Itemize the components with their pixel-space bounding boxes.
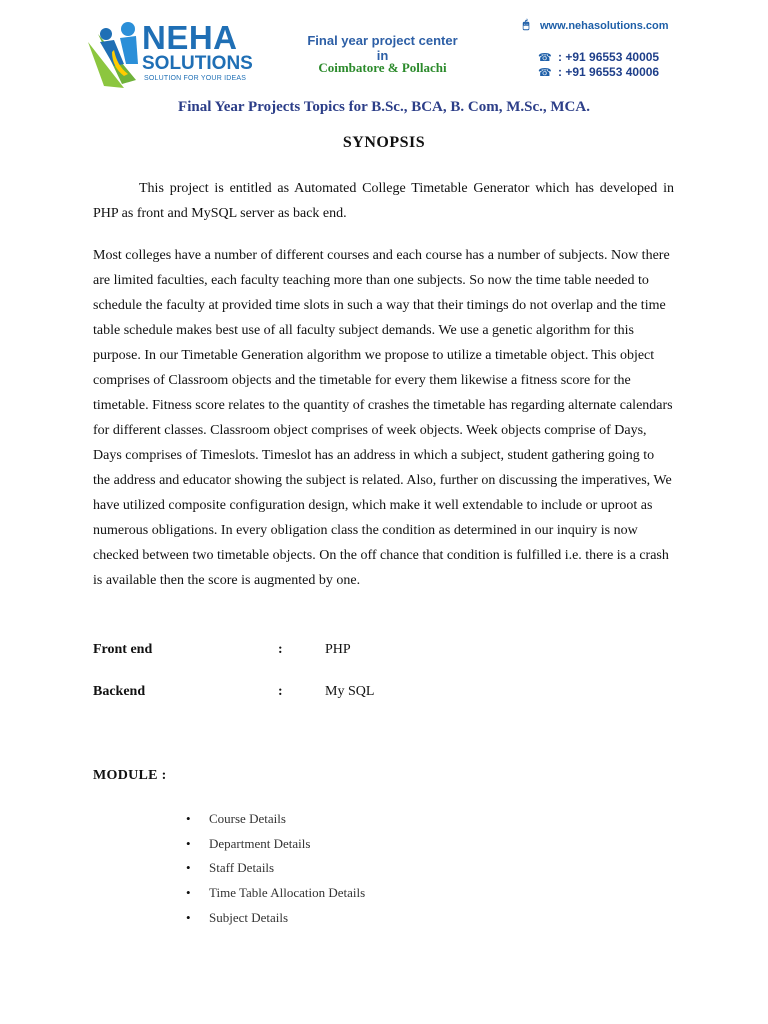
spec-value-front-end: PHP — [325, 642, 351, 657]
spec-colon: : — [278, 684, 283, 699]
topics-heading: Final Year Projects Topics for B.Sc., BCA, B. Com, M.Sc., MCA. — [178, 99, 590, 115]
center-location: Coimbatore & Pollachi — [318, 60, 447, 75]
phone-1-text: : +91 96553 40005 — [558, 50, 660, 64]
phone-icon: ☎ — [538, 66, 552, 79]
logo-name: NEHA — [142, 19, 238, 56]
list-item — [186, 883, 365, 908]
bullet: • — [186, 811, 191, 826]
spec-label-backend: Backend — [93, 684, 146, 699]
phone-2 — [538, 65, 659, 79]
bullet: • — [186, 860, 191, 876]
module-list — [186, 809, 365, 932]
list-item — [186, 834, 365, 859]
module-label: Subject Details — [209, 909, 289, 925]
center-heading: Final year project center in — [307, 33, 458, 63]
phone-1 — [538, 50, 659, 64]
mouse-icon: 🖱 — [522, 19, 530, 31]
logo-tagline: SOLUTION FOR YOUR IDEAS — [144, 75, 247, 82]
logo-sub: SOLUTIONS — [142, 53, 253, 74]
bullet: • — [186, 909, 191, 925]
phone-2-text: : +91 96553 40006 — [558, 65, 660, 79]
website-link[interactable] — [520, 19, 669, 32]
spec-label-front-end: Front end — [93, 642, 153, 657]
list-item — [186, 809, 365, 834]
module-heading: MODULE : — [93, 768, 167, 783]
list-item — [186, 858, 365, 883]
spec-value-backend: My SQL — [325, 684, 375, 699]
module-label: Staff Details — [209, 860, 275, 876]
module-label: Time Table Allocation Details — [209, 885, 366, 901]
spec-colon: : — [278, 642, 283, 657]
page-title: SYNOPSIS — [342, 134, 426, 151]
description-paragraph: Most colleges have a number of different courses and each course has a number of subjects. Now there are limited faculties, each faculty teaching more than one subjects. So now the time table needed to schedule the faculty at provided time slots in such a way that their timings do not overlap and the time table schedule makes best use of all faculty subject demands. We use a genetic algorithm for this purpose. In our Timetable Generation algorithm we propose to utilize a timetable object. This object comprises of Classroom objects and the timetable for every them likewise a fitness score for the timetable. Fitness score relates to the quantity of crashes the timetable has regarding alternate calendars for different classes. Classroom object comprises of week objects. Week objects comprise of Days, Days comprises of Timeslots. Timeslot has an address in which a subject, student gathering going to the address and educator showing the subject is related. Also, further on discussing the imperatives, We have utilized composite configuration design, which make it well extendable to include or uproot as numerous obligations. In every obligation class the condition as determined in our inquiry is now checked between two timetable objects. On the off chance that condition is fulfilled i.e. there is a crash is available then the score is augmented by one. — [93, 248, 673, 588]
module-label: Course Details — [209, 811, 286, 826]
bullet: • — [186, 885, 191, 901]
module-label: Department Details — [209, 835, 311, 851]
intro-paragraph: This project is entitled as Automated College Timetable Generator which has developed in PHP as front and MySQL server as back end. — [93, 181, 674, 221]
bullet: • — [186, 835, 191, 851]
list-item — [186, 908, 365, 933]
phone-icon: ☎ — [538, 51, 552, 64]
website-text: www.nehasolutions.com — [540, 19, 669, 32]
